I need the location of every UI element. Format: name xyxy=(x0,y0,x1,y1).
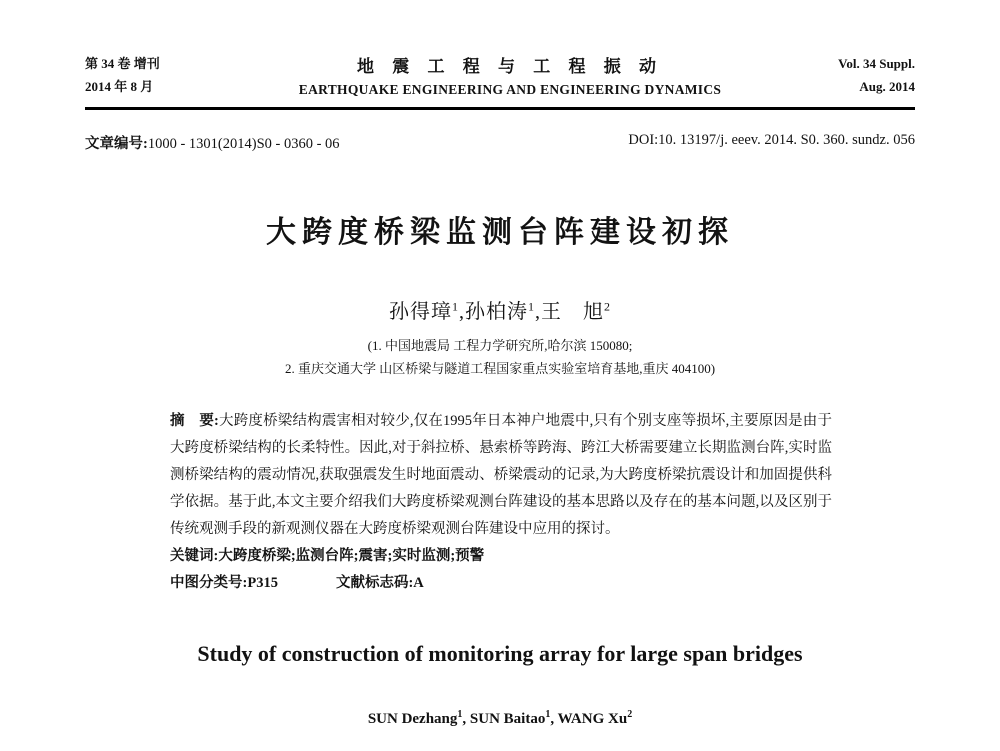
affiliation-line: (1. 中国地震局 工程力学研究所,哈尔滨 150080; xyxy=(367,338,633,353)
affiliations xyxy=(85,334,915,380)
journal-header xyxy=(85,0,915,98)
paper-title-cn: 大跨度桥梁监测台阵建设初探 xyxy=(266,216,734,249)
clc-value: P315 xyxy=(247,575,278,591)
article-id-label: 文章编号: xyxy=(85,136,148,152)
author-affil-sup: 1 xyxy=(528,299,535,314)
header-rule xyxy=(85,107,915,110)
paper-title-en: Study of construction of monitoring array for large span bridges xyxy=(197,641,803,666)
doi: DOI:10. 13197/j. eeev. 2014. S0. 360. sundz. 056 xyxy=(628,132,915,148)
author-affil-sup-en: 2 xyxy=(627,709,633,720)
author-affil-sup-en: 1 xyxy=(545,709,551,720)
vol-suppl-block xyxy=(785,52,915,98)
author xyxy=(389,301,465,323)
author-separator-en: , xyxy=(550,711,558,727)
date-line-en: Aug. 2014 xyxy=(859,79,915,94)
keywords-line xyxy=(170,543,832,570)
article-meta xyxy=(85,132,915,153)
author-en xyxy=(470,711,558,727)
author-name: 孙柏涛 xyxy=(465,301,528,323)
authors-line xyxy=(85,295,915,324)
keywords-text: 大跨度桥梁;监测台阵;震害;实时监测;预警 xyxy=(218,548,485,564)
author-en xyxy=(368,711,470,727)
affiliation-line: 2. 重庆交通大学 山区桥梁与隧道工程国家重点实验室培育基地,重庆 404100) xyxy=(284,361,716,376)
article-id xyxy=(85,132,340,153)
author-separator: , xyxy=(459,301,465,323)
author-en xyxy=(558,711,633,727)
author xyxy=(541,301,611,323)
keywords-label: 关键词: xyxy=(170,548,219,564)
journal-name-block xyxy=(235,52,785,98)
journal-name-cn: 地 震 工 程 与 工 程 振 动 xyxy=(357,57,663,76)
date-line-cn: 2014 年 8 月 xyxy=(85,79,154,94)
author-affil-sup: 2 xyxy=(604,299,611,314)
author-affil-sup-en: 1 xyxy=(457,709,463,720)
authors-line-en xyxy=(85,709,915,728)
author-name-en: SUN Baitao xyxy=(469,711,546,727)
volume-issue-block xyxy=(85,52,235,98)
author-separator: , xyxy=(535,301,541,323)
journal-name-en: EARTHQUAKE ENGINEERING AND ENGINEERING DYNAMICS xyxy=(298,82,722,97)
clc-line xyxy=(170,570,832,597)
paper-page xyxy=(85,0,915,728)
author xyxy=(465,301,541,323)
author-name-en: WANG Xu xyxy=(557,711,628,727)
abstract-label: 摘 要: xyxy=(170,413,219,429)
vol-line-en: Vol. 34 Suppl. xyxy=(838,56,915,71)
author-name: 王 旭 xyxy=(541,301,604,323)
clc-label: 中图分类号: xyxy=(170,575,248,591)
abstract-text: 大跨度桥梁结构震害相对较少,仅在1995年日本神户地震中,只有个别支座等损坏,主要原因是由于大跨度桥梁结构的长柔特性。因此,对于斜拉桥、悬索桥等跨海、跨江大桥需要建立长期监测台阵,实时监测桥梁结构的震动情况,获取强震发生时地面震动、桥梁震动的记录,为大跨度桥梁抗震设计和加固提供科学依据。基于此,本文主要介绍我们大跨度桥梁观测台阵建设的基本思路以及存在的基本问题,以及区别于传统观测手段的新观测仪器在大跨度桥梁观测台阵建设中应用的探讨。 xyxy=(170,413,832,537)
article-id-value: 1000 - 1301(2014)S0 - 0360 - 06 xyxy=(147,136,340,152)
author-affil-sup: 1 xyxy=(452,299,459,314)
abstract xyxy=(170,408,832,543)
doc-code-label: 文献标志码: xyxy=(335,575,414,591)
author-name: 孙得璋 xyxy=(389,301,452,323)
volume-line: 第 34 卷 增刊 xyxy=(85,56,160,71)
author-name-en: SUN Dezhang xyxy=(367,711,458,727)
doc-code-value: A xyxy=(413,575,424,591)
author-separator-en: , xyxy=(462,711,470,727)
